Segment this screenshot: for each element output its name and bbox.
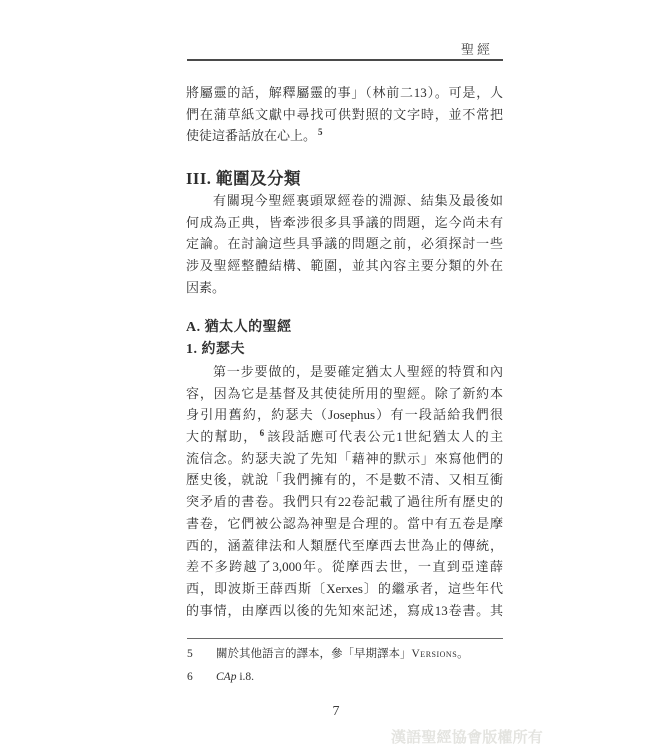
footnote-reference: 6 bbox=[259, 428, 265, 439]
text-line bbox=[186, 212, 503, 234]
header-rule bbox=[187, 59, 503, 61]
text-line bbox=[186, 277, 503, 299]
paragraph-josephus bbox=[186, 361, 503, 621]
text-line bbox=[186, 426, 503, 448]
text-line bbox=[186, 578, 503, 600]
text-line bbox=[186, 556, 503, 578]
copyright-watermark: 漢語聖經協會版權所有 bbox=[391, 729, 544, 746]
text-segment: 西的，涵蓋律法和人類歷代至摩西去世為止的傳統， bbox=[186, 537, 503, 553]
footnote-area bbox=[187, 638, 503, 693]
small-caps-term: Versions bbox=[411, 648, 458, 660]
text-segment: 關於其他語言的譯本，參「早期譯本」 bbox=[216, 648, 412, 660]
text-segment: 使徒這番話放在心上。 bbox=[186, 128, 317, 144]
text-line bbox=[186, 600, 503, 622]
text-segment: 西，即波斯王薛西斯〔Xerxes〕的繼承者，這些年代 bbox=[186, 580, 503, 596]
paragraph-continuation bbox=[186, 82, 503, 147]
text-line bbox=[186, 125, 503, 147]
text-segment: 的事情，由摩西以後的先知來記述，寫成13卷書。其 bbox=[186, 602, 503, 618]
paragraph-scope-intro bbox=[186, 190, 503, 298]
footnote bbox=[187, 647, 503, 662]
text-line bbox=[186, 404, 503, 426]
text-line bbox=[186, 361, 503, 383]
footnote-number: 5 bbox=[187, 648, 193, 660]
page-body bbox=[186, 82, 503, 621]
text-line bbox=[186, 491, 503, 513]
text-segment: 有關現今聖經裏頭眾經卷的淵源、結集及最後如 bbox=[213, 193, 503, 209]
text-line bbox=[186, 190, 503, 212]
text-segment: i.8. bbox=[236, 671, 255, 683]
text-segment: 身引用舊約，約瑟夫（Josephus）有一段話給我們很 bbox=[186, 407, 503, 423]
text-line bbox=[186, 469, 503, 491]
text-segment: 定論。在討論這些具爭議的問題之前，必須探討一些 bbox=[186, 236, 503, 252]
text-segment: 。 bbox=[457, 648, 469, 660]
text-segment: 第一步要做的，是要確定猶太人聖經的特質和內 bbox=[213, 364, 503, 379]
text-segment: 將屬靈的話，解釋屬靈的事」（林前二13）。可是，人 bbox=[186, 85, 503, 100]
text-line bbox=[186, 233, 503, 255]
text-segment: 書卷，它們被公認為神聖是合理的。當中有五卷是摩 bbox=[186, 515, 503, 531]
footnote-text bbox=[216, 670, 503, 685]
text-segment: 涉及聖經整體結構、範圍，並其內容主要分類的外在 bbox=[186, 258, 503, 274]
text-line bbox=[186, 255, 503, 277]
text-segment: 何成為正典，皆牽涉很多具爭議的問題，迄今尚未有 bbox=[186, 214, 503, 230]
text-segment: 流信念。約瑟夫說了先知「藉神的默示」來寫他們的 bbox=[186, 450, 503, 466]
text-segment: 因素。 bbox=[186, 279, 226, 295]
subsection-heading-a: A. 猶太人的聖經 bbox=[186, 320, 292, 335]
subsection-heading-1: 1. 約瑟夫 bbox=[186, 342, 245, 357]
text-segment: 突矛盾的書卷。我們只有22卷記載了過往所有歷史的 bbox=[186, 494, 503, 510]
text-segment: 容，因為它是基督及其使徒所用的聖經。除了新約本 bbox=[186, 385, 503, 401]
text-segment: 該段話應可代表公元1世紀猶太人的主 bbox=[266, 429, 503, 445]
footnote-text bbox=[216, 647, 503, 662]
text-line bbox=[186, 104, 503, 126]
text-segment: 歷史後，就說「我們擁有的，不是數不清、又相互衝 bbox=[186, 472, 503, 488]
text-line bbox=[186, 448, 503, 470]
footnote bbox=[187, 670, 503, 685]
text-segment: 們在蒲草紙文獻中尋找可供對照的文字時，並不常把 bbox=[186, 106, 503, 122]
text-line bbox=[186, 82, 503, 104]
page-number: 7 bbox=[332, 704, 340, 719]
italic-term: CAp bbox=[216, 671, 237, 683]
text-segment: 差不多跨越了3,000年。從摩西去世，一直到亞達薛 bbox=[186, 559, 503, 575]
text-line bbox=[186, 383, 503, 405]
running-header: 聖經 bbox=[460, 42, 493, 57]
text-segment: 大的幫助， bbox=[186, 429, 258, 445]
footnote-reference: 5 bbox=[318, 127, 323, 138]
footnote-number: 6 bbox=[187, 671, 193, 683]
text-line bbox=[186, 513, 503, 535]
section-heading-iii: III. 範圍及分類 bbox=[186, 169, 302, 189]
text-line bbox=[186, 535, 503, 557]
footnote-list bbox=[187, 647, 503, 685]
